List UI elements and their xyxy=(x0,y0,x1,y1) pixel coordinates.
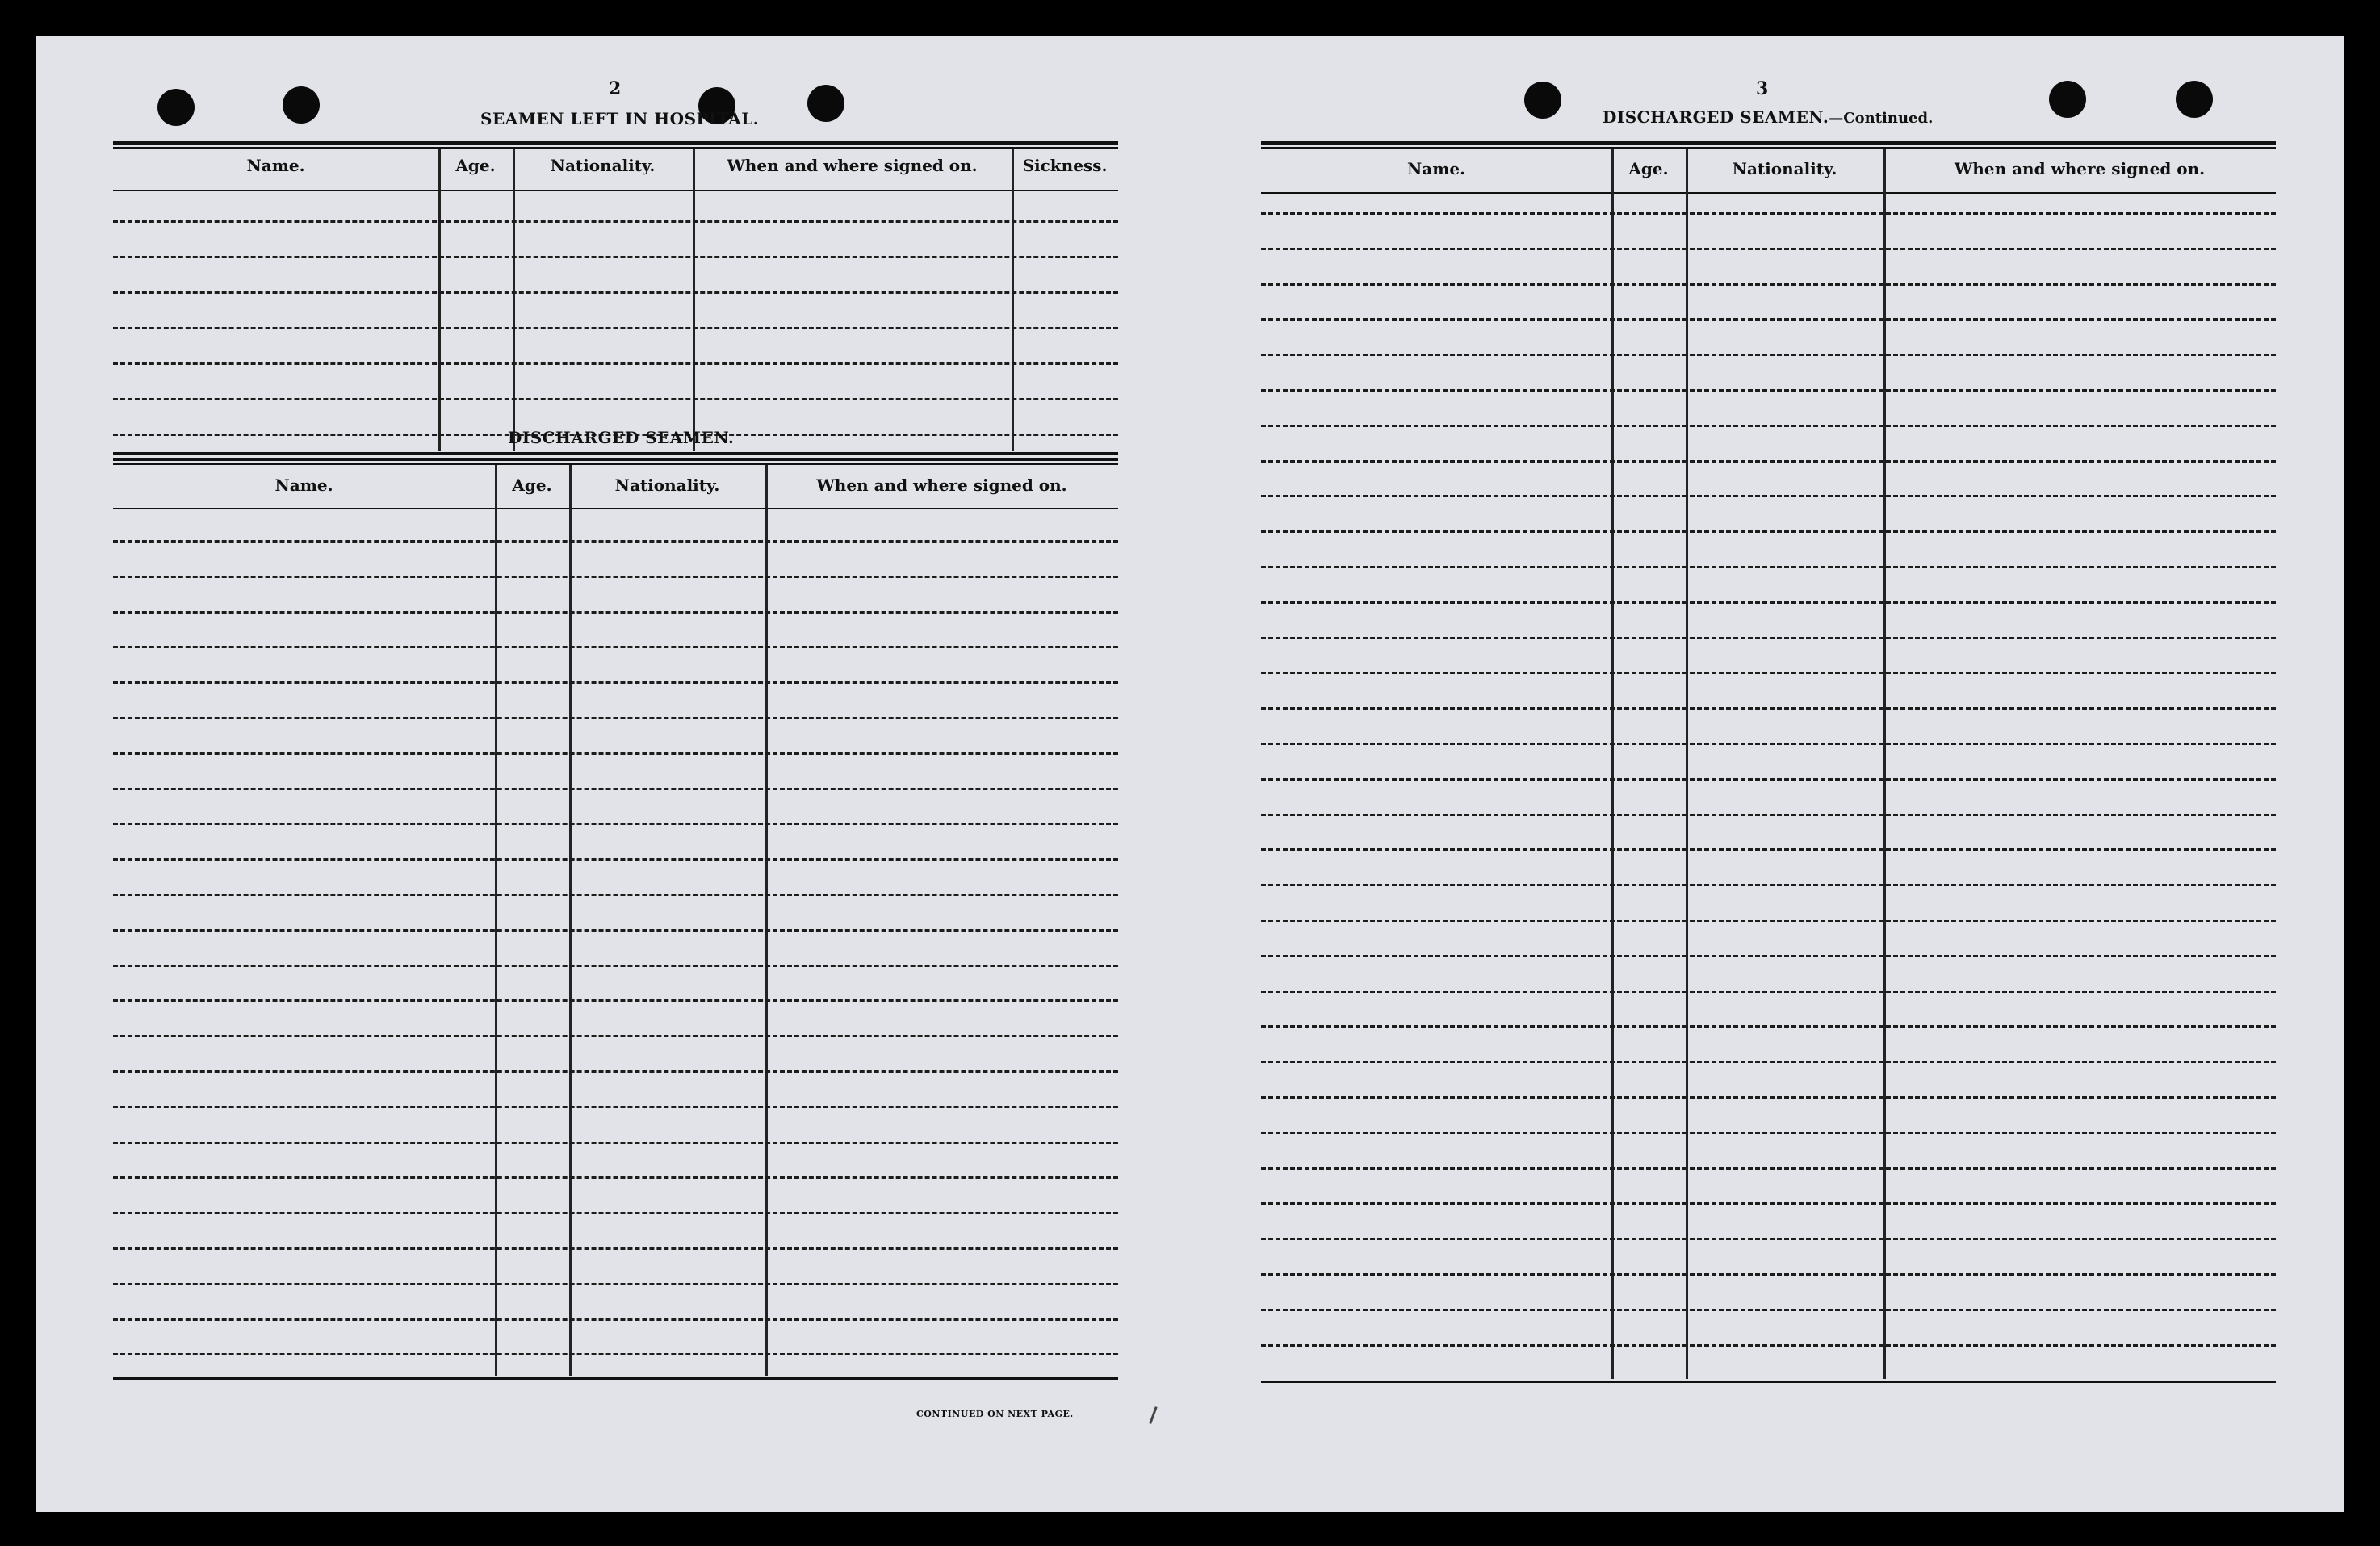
entry-line xyxy=(113,1070,1118,1073)
entry-line xyxy=(113,646,1118,648)
punch-hole xyxy=(2049,81,2086,118)
col-header-age: Age. xyxy=(455,156,496,175)
col-header-sickness: Sickness. xyxy=(1022,156,1108,175)
entry-line xyxy=(1261,601,2276,604)
left-page-number: 2 xyxy=(609,78,622,99)
right-page-title xyxy=(1603,107,1933,127)
entry-line xyxy=(113,823,1118,825)
entry-line xyxy=(1261,1202,2276,1205)
entry-line xyxy=(113,1142,1118,1144)
entry-line xyxy=(113,681,1118,684)
entry-line xyxy=(1261,1238,2276,1240)
entry-line xyxy=(113,1176,1118,1179)
entry-line xyxy=(1261,1096,2276,1099)
entry-line xyxy=(113,327,1118,329)
col-header-nationality: Nationality. xyxy=(1732,159,1837,178)
col-header-name: Name. xyxy=(1406,159,1466,178)
entry-line xyxy=(1261,495,2276,497)
punch-hole xyxy=(283,86,320,124)
col-header-signed-on: When and where signed on. xyxy=(816,476,1067,495)
entry-line xyxy=(1261,955,2276,957)
column-divider xyxy=(438,149,441,451)
table-bottom-rule xyxy=(113,452,1118,455)
entry-line xyxy=(113,1283,1118,1285)
column-divider xyxy=(1012,149,1014,451)
table-top-rule xyxy=(113,458,1118,461)
entry-line xyxy=(113,1247,1118,1250)
entry-line xyxy=(1261,1061,2276,1063)
entry-line xyxy=(1261,848,2276,851)
entry-line xyxy=(113,1035,1118,1037)
entry-line xyxy=(113,717,1118,719)
table-bottom-rule xyxy=(113,1377,1118,1380)
entry-line xyxy=(113,999,1118,1002)
col-header-name: Name. xyxy=(246,156,305,175)
column-divider xyxy=(1686,149,1688,1379)
entry-line xyxy=(1261,460,2276,463)
table-top-rule-2 xyxy=(1261,147,2276,149)
entry-line xyxy=(1261,248,2276,250)
header-bottom-rule xyxy=(113,190,1118,191)
entry-line xyxy=(113,788,1118,790)
col-header-nationality: Nationality. xyxy=(550,156,656,175)
hospital-section-title: SEAMEN LEFT IN HOSPITAL. xyxy=(480,109,760,128)
entry-line xyxy=(1261,637,2276,639)
punch-hole xyxy=(807,85,844,122)
discharged-section-title: DISCHARGED SEAMEN. xyxy=(508,428,735,447)
discharged-continued-table xyxy=(1261,141,2276,1386)
table-top-rule xyxy=(1261,141,2276,145)
entry-line xyxy=(113,929,1118,932)
entry-line xyxy=(113,965,1118,967)
entry-line xyxy=(1261,672,2276,674)
entry-line xyxy=(1261,212,2276,215)
entry-line xyxy=(113,1106,1118,1108)
entry-line xyxy=(1261,814,2276,816)
header-bottom-rule xyxy=(113,508,1118,509)
right-page-number: 3 xyxy=(1756,78,1769,99)
entry-line xyxy=(113,894,1118,896)
entry-line xyxy=(1261,1132,2276,1134)
entry-line xyxy=(1261,707,2276,710)
hospital-table xyxy=(113,141,1118,458)
column-divider xyxy=(693,149,695,451)
column-divider xyxy=(513,149,515,451)
right-title-main: DISCHARGED SEAMEN. xyxy=(1603,107,1829,127)
entry-line xyxy=(1261,283,2276,286)
entry-line xyxy=(1261,1273,2276,1276)
continued-note: CONTINUED ON NEXT PAGE. xyxy=(916,1409,1074,1419)
entry-line xyxy=(113,220,1118,223)
entry-line xyxy=(1261,884,2276,886)
entry-line xyxy=(1261,743,2276,745)
col-header-nationality: Nationality. xyxy=(614,476,720,495)
col-header-name: Name. xyxy=(274,476,333,495)
punch-hole xyxy=(1524,82,1561,119)
column-divider xyxy=(765,465,768,1376)
table-top-rule-2 xyxy=(113,147,1118,149)
entry-line xyxy=(1261,318,2276,321)
entry-line xyxy=(1261,1167,2276,1170)
table-top-rule-2 xyxy=(113,463,1118,465)
discharged-table xyxy=(113,458,1118,1383)
punch-hole xyxy=(157,89,195,126)
table-top-rule xyxy=(113,141,1118,145)
entry-line xyxy=(1261,354,2276,356)
column-divider xyxy=(495,465,497,1376)
entry-line xyxy=(1261,920,2276,922)
entry-line xyxy=(1261,425,2276,427)
entry-line xyxy=(113,1353,1118,1355)
entry-line xyxy=(113,752,1118,755)
entry-line xyxy=(1261,1344,2276,1347)
entry-line xyxy=(1261,991,2276,993)
column-divider xyxy=(1883,149,1886,1379)
entry-line xyxy=(113,1212,1118,1214)
entry-line xyxy=(1261,530,2276,533)
col-header-age: Age. xyxy=(512,476,552,495)
entry-line xyxy=(113,1318,1118,1321)
entry-line xyxy=(113,858,1118,861)
punch-hole xyxy=(2176,81,2213,118)
right-title-continued: —Continued. xyxy=(1829,110,1934,127)
entry-line xyxy=(113,256,1118,258)
pencil-mark xyxy=(1149,1406,1157,1424)
entry-line xyxy=(1261,778,2276,781)
entry-line xyxy=(113,611,1118,614)
form-sheet xyxy=(36,36,2344,1512)
header-bottom-rule xyxy=(1261,192,2276,194)
entry-line xyxy=(113,540,1118,543)
entry-line xyxy=(113,576,1118,578)
entry-line xyxy=(113,398,1118,400)
entry-line xyxy=(1261,389,2276,392)
col-header-signed-on: When and where signed on. xyxy=(727,156,978,175)
entry-line xyxy=(1261,1025,2276,1028)
entry-line xyxy=(113,291,1118,294)
entry-line xyxy=(1261,566,2276,568)
column-divider xyxy=(1611,149,1614,1379)
col-header-signed-on: When and where signed on. xyxy=(1954,159,2206,178)
column-divider xyxy=(569,465,572,1376)
entry-line xyxy=(113,362,1118,365)
table-bottom-rule xyxy=(1261,1381,2276,1383)
col-header-age: Age. xyxy=(1628,159,1669,178)
entry-line xyxy=(1261,1309,2276,1311)
